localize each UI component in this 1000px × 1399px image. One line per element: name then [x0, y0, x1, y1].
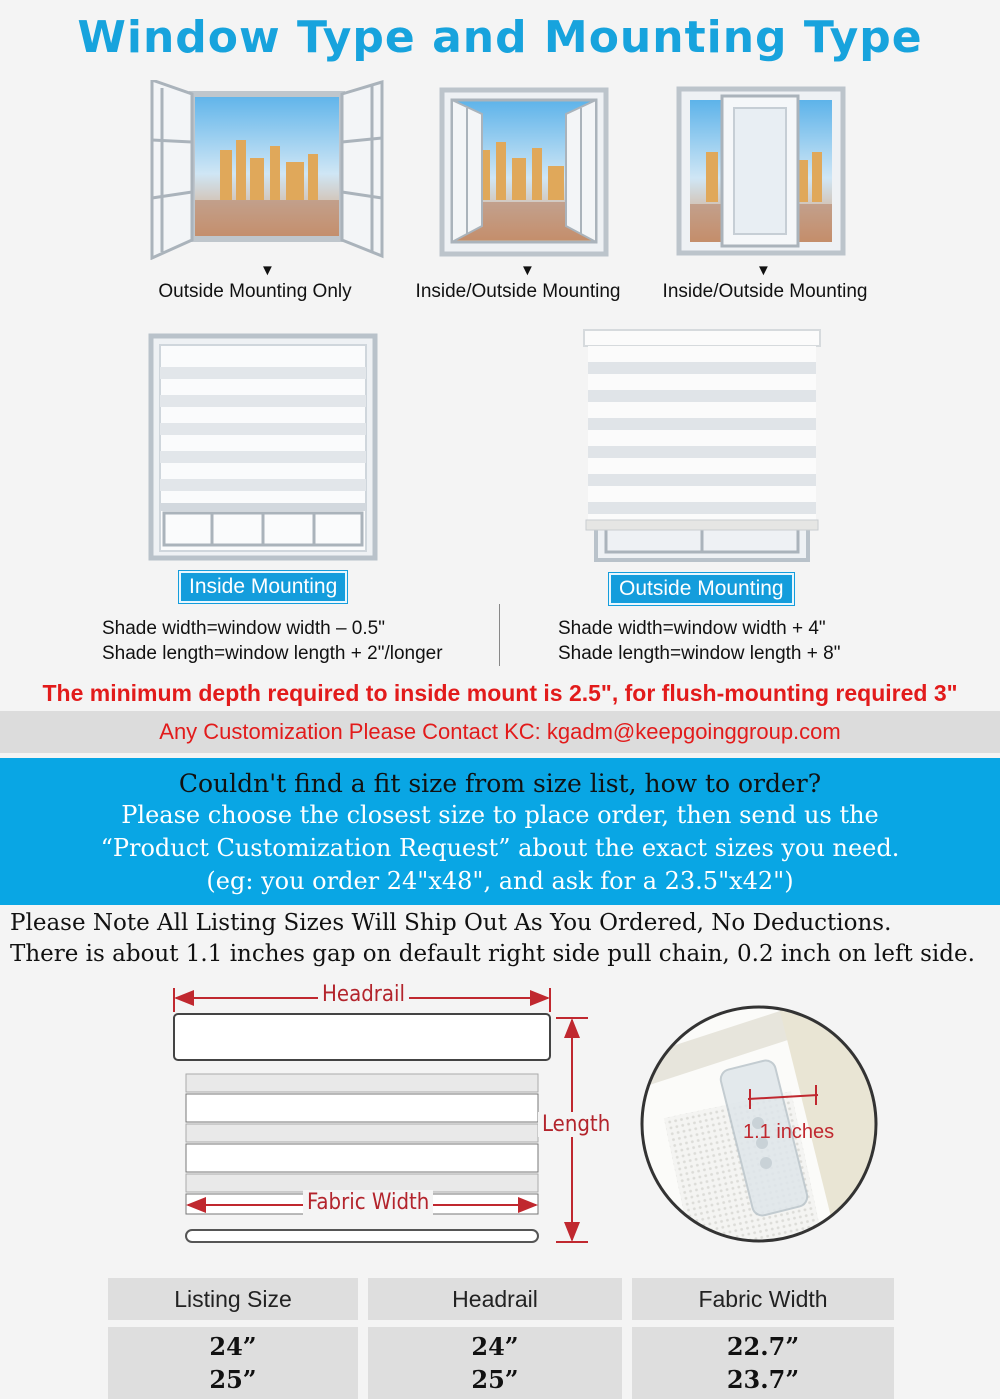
- table-header: Headrail: [368, 1278, 622, 1320]
- length-label: Length: [538, 1112, 614, 1137]
- down-arrow-icon: ▼: [520, 262, 535, 279]
- divider: [499, 604, 500, 666]
- table-column: [632, 1327, 894, 1399]
- custom-order-line: Please choose the closest size to place order, then send us the: [121, 801, 879, 829]
- shipping-notes: Please Note All Listing Sizes Will Ship Out As You Ordered, No Deductions. There is about 1.1 inches gap on default right side pull chain, 0.2 inch on left side.: [10, 910, 975, 967]
- outside-mount-illustration: [582, 328, 822, 564]
- outside-mounting-badge: Outside Mounting: [609, 573, 794, 605]
- table-column: [368, 1327, 622, 1399]
- table-cell: 22.7”: [726, 1332, 800, 1361]
- window-type-label: Inside/Outside Mounting: [662, 281, 868, 302]
- custom-order-line: “Product Customization Request” about the exact sizes you need.: [100, 834, 900, 862]
- inside-mounting-badge: Inside Mounting: [179, 571, 347, 603]
- table-cell: 23.7”: [726, 1365, 800, 1394]
- custom-order-question: Couldn't find a fit size from size list, how to order?: [178, 769, 822, 798]
- window-type-label: Inside/Outside Mounting: [415, 281, 621, 302]
- depth-requirement-note: The minimum depth required to inside mount is 2.5", for flush-mounting required 3": [42, 680, 958, 706]
- down-arrow-icon: ▼: [260, 262, 275, 279]
- down-arrow-icon: ▼: [756, 262, 771, 279]
- gap-measure-label: 1.1 inches: [743, 1121, 835, 1143]
- table-cell: 25”: [209, 1365, 257, 1394]
- table-cell: 24”: [209, 1332, 257, 1361]
- outside-mount-spec: Shade width=window width + 4" Shade length=window length + 8": [558, 618, 841, 664]
- table-cell: 24”: [471, 1332, 519, 1361]
- contact-bar: Any Customization Please Contact KC: kgadm@keepgoinggroup.com: [0, 711, 1000, 753]
- open-window-illustration: [438, 86, 610, 258]
- table-header: Listing Size: [108, 1278, 358, 1320]
- inside-mount-spec: Shade width=window width – 0.5" Shade length=window length + 2"/longer: [102, 618, 443, 664]
- fabric-width-label: Fabric Width: [303, 1190, 433, 1215]
- custom-order-box: [0, 758, 1000, 905]
- casement-window-illustration: [150, 80, 385, 260]
- sliding-window-illustration: [676, 86, 846, 256]
- table-cell: 25”: [471, 1365, 519, 1394]
- custom-order-line: (eg: you order 24"x48", and ask for a 23.5"x42"): [206, 867, 794, 895]
- inside-mount-illustration: [148, 333, 378, 561]
- table-column: [108, 1327, 358, 1399]
- window-type-label: Outside Mounting Only: [158, 281, 352, 302]
- page-title: Window Type and Mounting Type: [77, 12, 923, 63]
- headrail-label: Headrail: [318, 982, 409, 1007]
- table-header: Fabric Width: [632, 1278, 894, 1320]
